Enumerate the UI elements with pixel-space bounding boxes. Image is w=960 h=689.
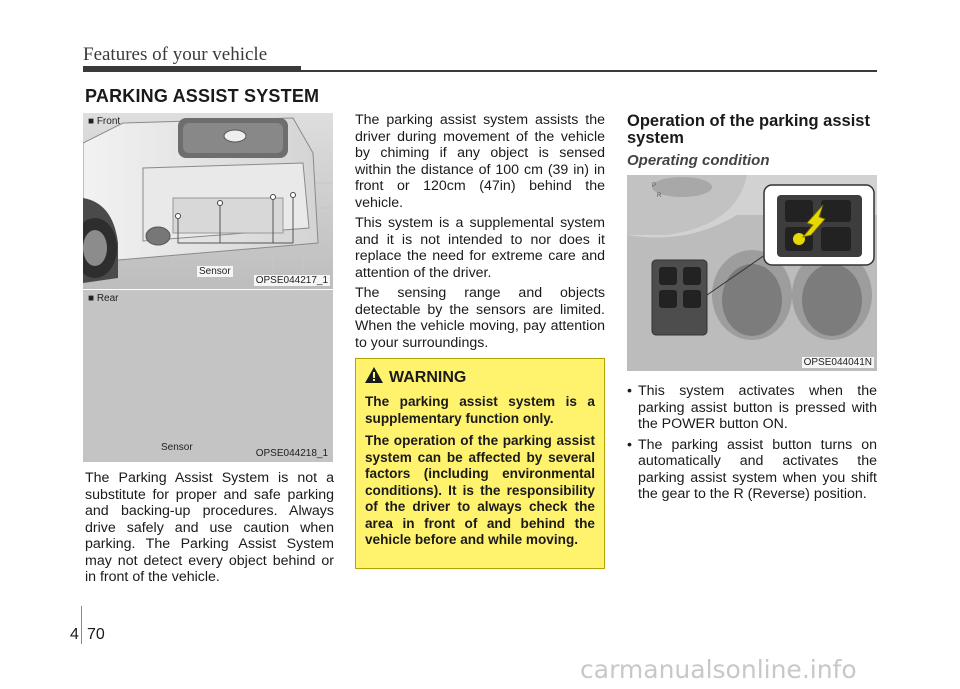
header-bar-thin [83,70,877,72]
front-view-figure [83,113,333,289]
rear-sensor-label: Sensor [161,442,193,453]
operation-bullet-list [627,383,877,507]
rear-vehicle-illustration [83,290,333,462]
section-title: PARKING ASSIST SYSTEM [85,86,320,106]
middle-paragraph-2: This system is a supplemental system and it is not intended to nor does it replace the need for extreme care and attention of the driver. [355,215,605,281]
bullet-item-2: • The parking assist button turns on automatically and activates the parking assist system when you shift the gear to the R (Reverse) position. [627,437,877,503]
operating-condition-subtitle: Operating condition [627,152,770,169]
svg-text:R: R [657,193,662,199]
svg-text:P: P [652,183,657,189]
bullet-item-1: • This system activates when the parking assist button is pressed with the POWER button ON. [627,383,877,433]
front-vehicle-illustration [83,113,333,289]
left-paragraph: The Parking Assist System is not a substitute for proper and safe parking and backing-up procedures. Always drive safely and use caution when parking. The Parking Assist System may not detect every object behind or in front of the vehicle. [85,470,334,585]
rear-figure-code: OPSE044218_1 [255,448,328,459]
chapter-number: 4 [70,626,79,643]
warning-paragraph-2: The operation of the parking assist system can be affected by several factors (including environmental conditions). It is the responsibility of the driver to always check the area in front of and behind the vehicle before and while moving. [365,433,595,547]
left-column-text [85,470,334,590]
page-rule [81,606,82,644]
middle-paragraph-1: The parking assist system assists the driver during movement of the vehicle by chiming if any object is sensed within the distance of 100 cm (39 in) in front or 120cm (47in) behind the vehicle. [355,112,605,211]
warning-triangle-icon [365,367,383,388]
warning-box [355,358,605,569]
page-number: 70 [87,626,105,643]
running-head: Features of your vehicle [83,44,268,65]
rear-view-figure [83,289,333,462]
watermark: carmanualsonline.info [580,655,857,684]
middle-paragraph-3: The sensing range and objects detectable by the sensors are limited. When the vehicle moving, pay attention to your surroundings. [355,285,605,351]
warning-title: WARNING [389,368,467,386]
warning-header [365,367,595,388]
front-figure-label: ■ Front [88,116,121,127]
console-illustration [627,175,877,371]
rear-figure-label: ■ Rear [88,293,119,304]
console-figure [627,175,877,371]
middle-column-text [355,112,605,355]
warning-paragraph-1: The parking assist system is a supplementary function only. [365,394,595,426]
operation-title: Operation of the parking assist system [627,112,870,147]
front-sensor-label: Sensor [199,266,231,277]
front-figure-code: OPSE044217_1 [255,275,328,286]
console-figure-code: OPSE044041N [803,357,872,368]
